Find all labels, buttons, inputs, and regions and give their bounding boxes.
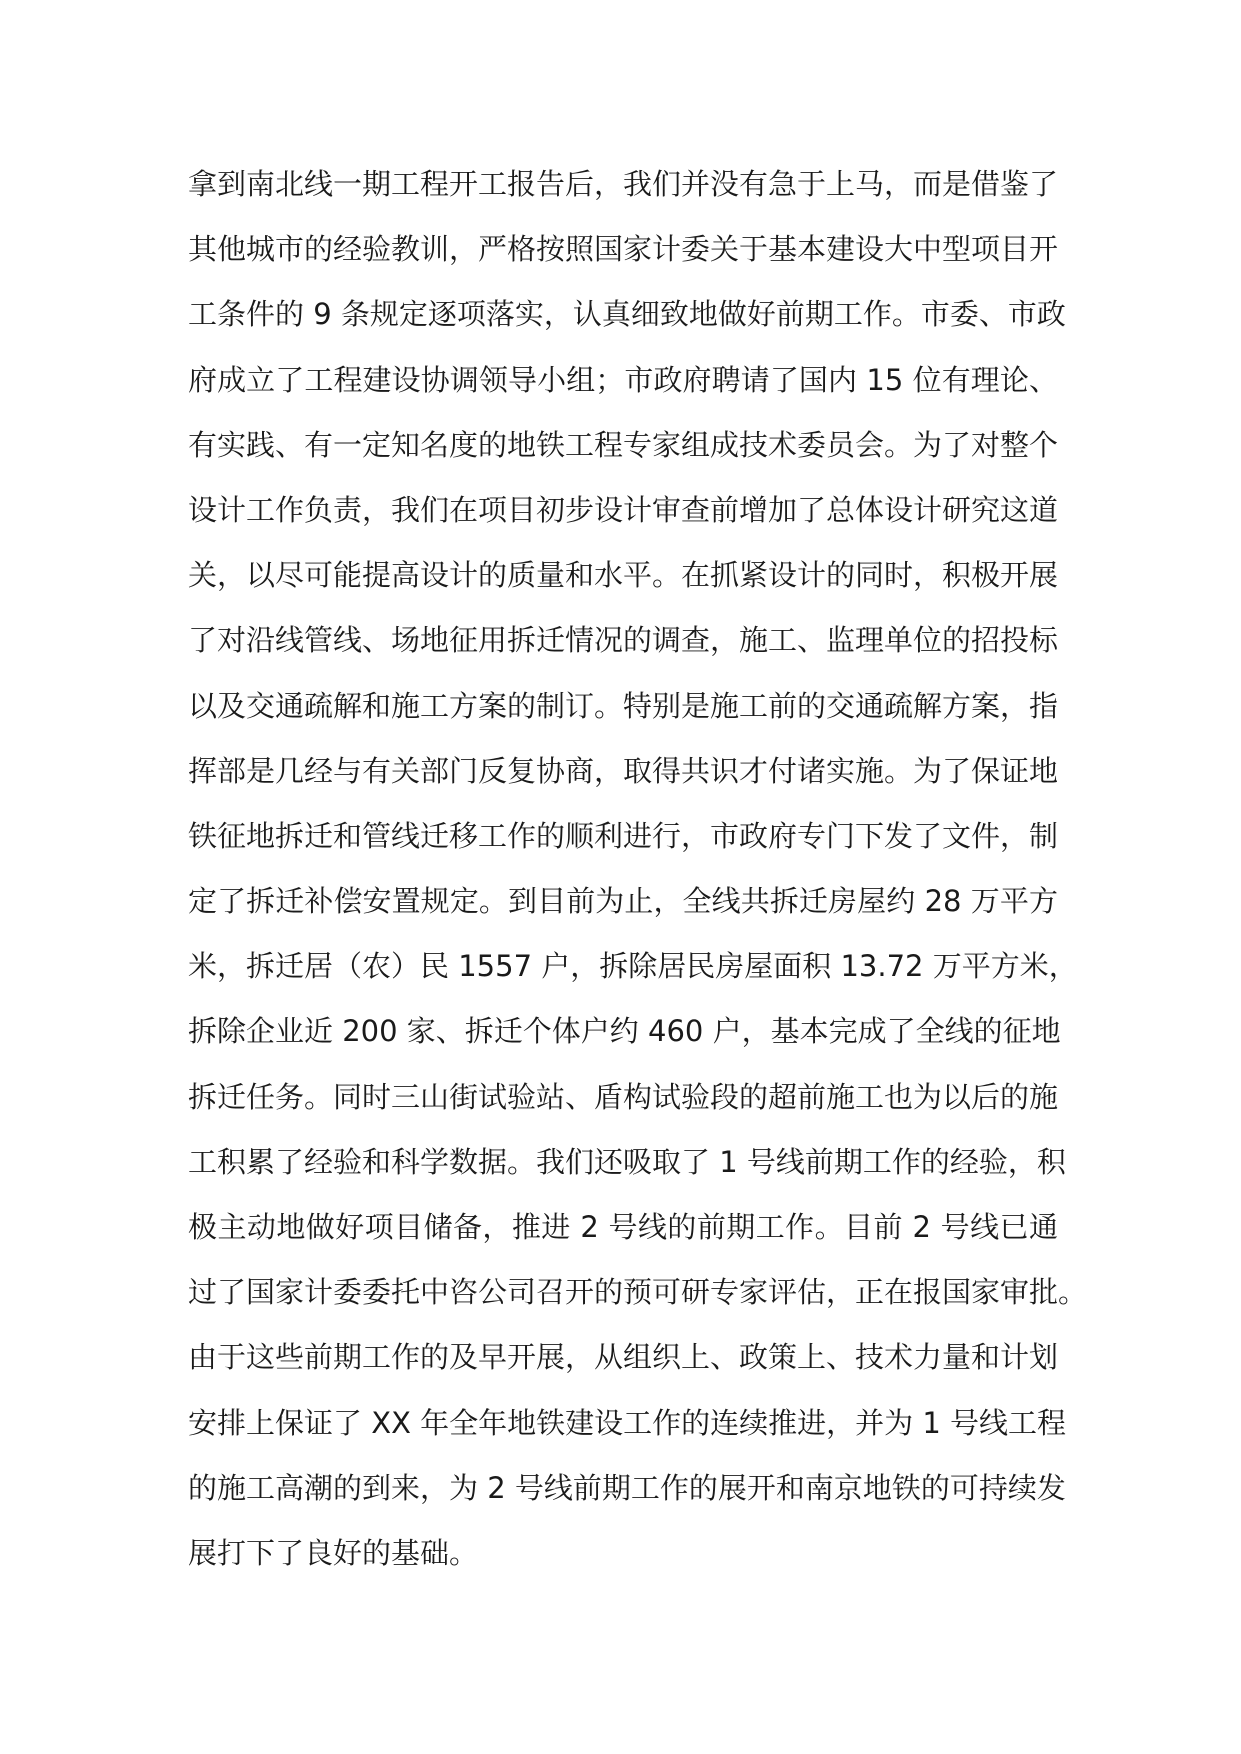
- paragraph-line: 有实践、有一定知名度的地铁工程专家组成技术委员会。为了对整个: [188, 427, 1059, 462]
- paragraph-line: 米，拆迁居（农）民 1557 户，拆除居民房屋面积 13.72 万平方米，: [188, 949, 1078, 984]
- paragraph-line: 工积累了经验和科学数据。我们还吸取了 1 号线前期工作的经验，积: [188, 1144, 1066, 1179]
- paragraph-line: 由于这些前期工作的及早开展，从组织上、政策上、技术力量和计划: [188, 1340, 1059, 1375]
- paragraph-line: 拆迁任务。同时三山街试验站、盾构试验段的超前施工也为以后的施: [188, 1079, 1059, 1114]
- paragraph-line: 以及交通疏解和施工方案的制订。特别是施工前的交通疏解方案，指: [188, 688, 1059, 723]
- paragraph-line: 挥部是几经与有关部门反复协商，取得共识才付诸实施。为了保证地: [188, 753, 1059, 788]
- paragraph-line: 极主动地做好项目储备，推进 2 号线的前期工作。目前 2 号线已通: [188, 1210, 1058, 1244]
- paragraph-line: 其他城市的经验教训，严格按照国家计委关于基本建设大中型项目开: [188, 232, 1059, 267]
- paragraph-line: 展打下了良好的基础。: [188, 1535, 479, 1570]
- paragraph-line: 安排上保证了 XX 年全年地铁建设工作的连续推进，并为 1 号线工程: [188, 1405, 1067, 1440]
- paragraph-line: 过了国家计委委托中咨公司召开的预可研专家评估，正在报国家审批。: [188, 1275, 1088, 1310]
- paragraph-line: 定了拆迁补偿安置规定。到目前为止，全线共拆迁房屋约 28 万平方: [188, 884, 1058, 919]
- paragraph-line: 了对沿线管线、场地征用拆迁情况的调查，施工、监理单位的招投标: [188, 623, 1059, 658]
- paragraph-line: 工条件的 9 条规定逐项落实，认真细致地做好前期工作。市委、市政: [188, 297, 1066, 332]
- paragraph-line: 府成立了工程建设协调领导小组；市政府聘请了国内 15 位有理论、: [188, 362, 1058, 397]
- paragraph-line: 拿到南北线一期工程开工报告后，我们并没有急于上马，而是借鉴了: [188, 167, 1059, 201]
- paragraph-line: 的施工高潮的到来，为 2 号线前期工作的展开和南京地铁的可持续发: [188, 1470, 1066, 1505]
- paragraph-line: 关，以尽可能提高设计的质量和水平。在抓紧设计的同时，积极开展: [188, 558, 1059, 593]
- paragraph-line: 拆除企业近 200 家、拆迁个体户约 460 户，基本完成了全线的征地: [188, 1014, 1061, 1049]
- body-paragraph: [188, 152, 1088, 1586]
- paragraph-line: 铁征地拆迁和管线迁移工作的顺利进行，市政府专门下发了文件，制: [188, 818, 1059, 853]
- paragraph-line: 设计工作负责，我们在项目初步设计审查前增加了总体设计研究这道: [188, 492, 1059, 527]
